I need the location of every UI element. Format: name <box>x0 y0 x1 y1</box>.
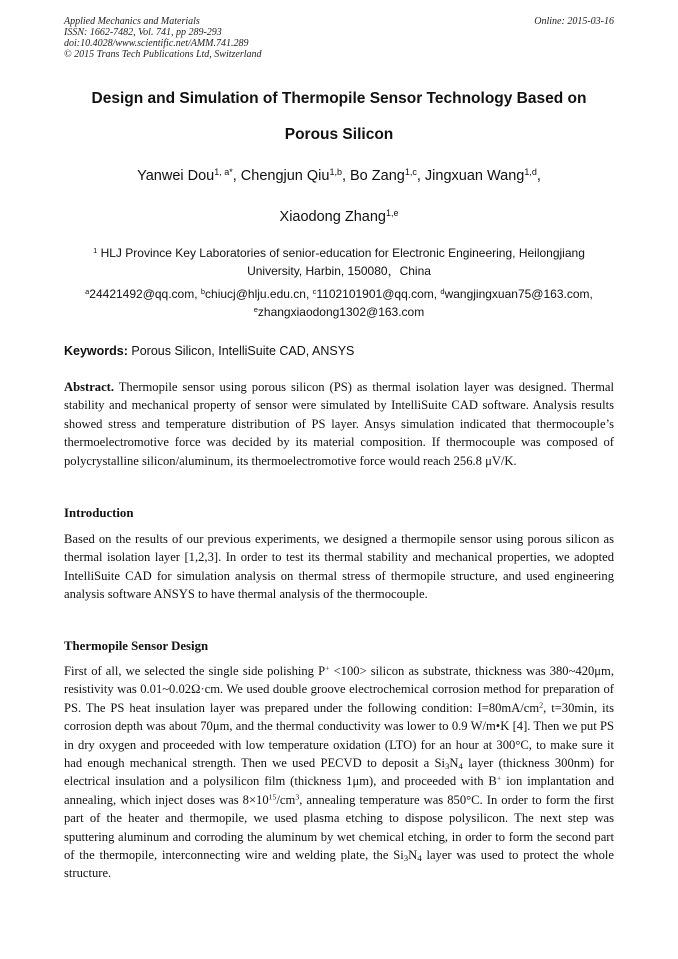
author-list-line-1: Yanwei Dou$^{1, a*}$, Chengjun Qiu$^{1,b}$, Bo Zang$^{1,c}$, Jingxuan Wang$^{1,d}$, <box>137 167 541 184</box>
paper-title-line-2: Porous Silicon <box>284 126 394 143</box>
email-link[interactable]: wangjingxuan75@163.com, <box>444 287 593 301</box>
running-header <box>64 16 262 60</box>
author-name: Jingxuan Wang <box>424 168 525 184</box>
section-heading-introduction: Introduction <box>64 506 134 520</box>
design-paragraph: First of all, we selected the single side polishing P+ <100> silicon as substrate, thickness was 380~420μm, resistivity was 0.01~0.02Ω·cm. We used double groove electrochemical corrosion method for preparation of PS. The PS heat insulation layer was prepared under the following condition: $I=80mA/cm^2$, t=30min, its corrosion depth was about 70μm, and the thermal conductivity was lower to 0.9 W/m•K [4]. Then we put PS in dry oxygen and proceeded with low temperature oxidation (LTO) for an hour at 300°C, to make sure it had enough mechanical strength. Then we used PECVD to deposit a $Si_3N_4$ layer (thickness 300nm) for electrical insulation and a polysilicon film (thickness 1μm), and proceeded with B+ ion implantation and annealing, which inject doses was $8\times 10^{15}/cm^3$, annealing temperature was 850°C. In order to form the first part of the heater and thermopile, we used plasma etching to dispose polysilicon. The next step was sputtering aluminum and corroding the aluminum by wet chemical etching, in order to form the second part of the thermopile, interconnecting wire and welding plate, the $Si_3N_4$ layer was used to protect the whole structure. <box>64 663 614 881</box>
affiliation-mark: 1 <box>93 245 98 255</box>
abstract-label: Abstract. <box>64 380 115 394</box>
affiliation-line-1: HLJ Province Key Laboratories of senior-education for Electronic Engineering, Heilongjiang <box>100 246 585 260</box>
online-date: Online: 2015-03-16 <box>534 16 614 27</box>
author-name: Yanwei Dou <box>137 168 215 184</box>
author-affiliation-mark: 1,b <box>329 167 342 178</box>
abstract-text: Thermopile sensor using porous silicon (PS) as thermal isolation layer was designed. Thermal stability and mechanical property of sensor were simulated by IntelliSuite CAD software. Analysis results showed stress and temperature distribution of PS layer. Ansys simulation indicated that thermocouple’s thermoelectromotive force was decided by its material composition. If thermocouple was composed of polycrystalline silicon/aluminum, its thermoelectromotive force would reach 256.8 μV/K. <box>64 380 614 468</box>
author-affiliation-mark: 1, a* <box>214 167 233 178</box>
email-mark: b <box>200 286 206 296</box>
keywords-label: Keywords: <box>64 344 128 358</box>
email-mark: a <box>85 286 90 296</box>
affiliation <box>60 244 618 280</box>
keywords-text: Porous Silicon, IntelliSuite CAD, ANSYS <box>127 344 355 358</box>
author-affiliation-mark: 1,e <box>385 208 399 219</box>
author-name: Chengjun Qiu <box>240 168 330 184</box>
email-link[interactable]: 1102101901@qq.com, <box>316 287 438 301</box>
paper-title-line-1: Design and Simulation of Thermopile Sensor Technology Based on <box>91 90 587 107</box>
author-list-line-2 <box>40 209 638 225</box>
affiliation-line-2: University, Harbin, 150080，China <box>247 264 431 278</box>
email-link[interactable]: chiucj@hlju.edu.cn, <box>205 287 310 301</box>
author-affiliation-mark: 1,d <box>524 167 537 178</box>
email-list <box>60 285 618 321</box>
issn-line: ISSN: 1662-7482, Vol. 741, pp 289-293 <box>64 27 222 38</box>
email-mark: c <box>312 286 317 296</box>
author-affiliation-mark: 1,c <box>404 167 417 178</box>
abstract <box>64 378 614 470</box>
keywords <box>64 344 354 358</box>
email-mark: d <box>440 286 445 296</box>
journal-name: Applied Mechanics and Materials <box>64 16 200 27</box>
section-heading-design: Thermopile Sensor Design <box>64 639 209 653</box>
copyright-line: © 2015 Trans Tech Publications Ltd, Switzerland <box>64 49 262 60</box>
introduction-paragraph: Based on the results of our previous experiments, we designed a thermopile sensor using porous silicon as thermal isolation layer [1,2,3]. In order to test its thermal stability and mechanical properties, we adopted IntelliSuite CAD for simulation analysis on thermal stress of thermopile structure, and used engineering analysis software ANSYS to have thermal analysis of the thermocouple. <box>64 532 614 602</box>
author-name: Xiaodong Zhang <box>279 209 386 225</box>
email-mark: e <box>253 304 258 314</box>
email-link[interactable]: zhangxiaodong1302@163.com <box>257 305 425 319</box>
doi-line: doi:10.4028/www.scientific.net/AMM.741.289 <box>64 38 249 49</box>
email-link[interactable]: 24421492@qq.com, <box>89 287 198 301</box>
author-name: Bo Zang <box>350 168 405 184</box>
